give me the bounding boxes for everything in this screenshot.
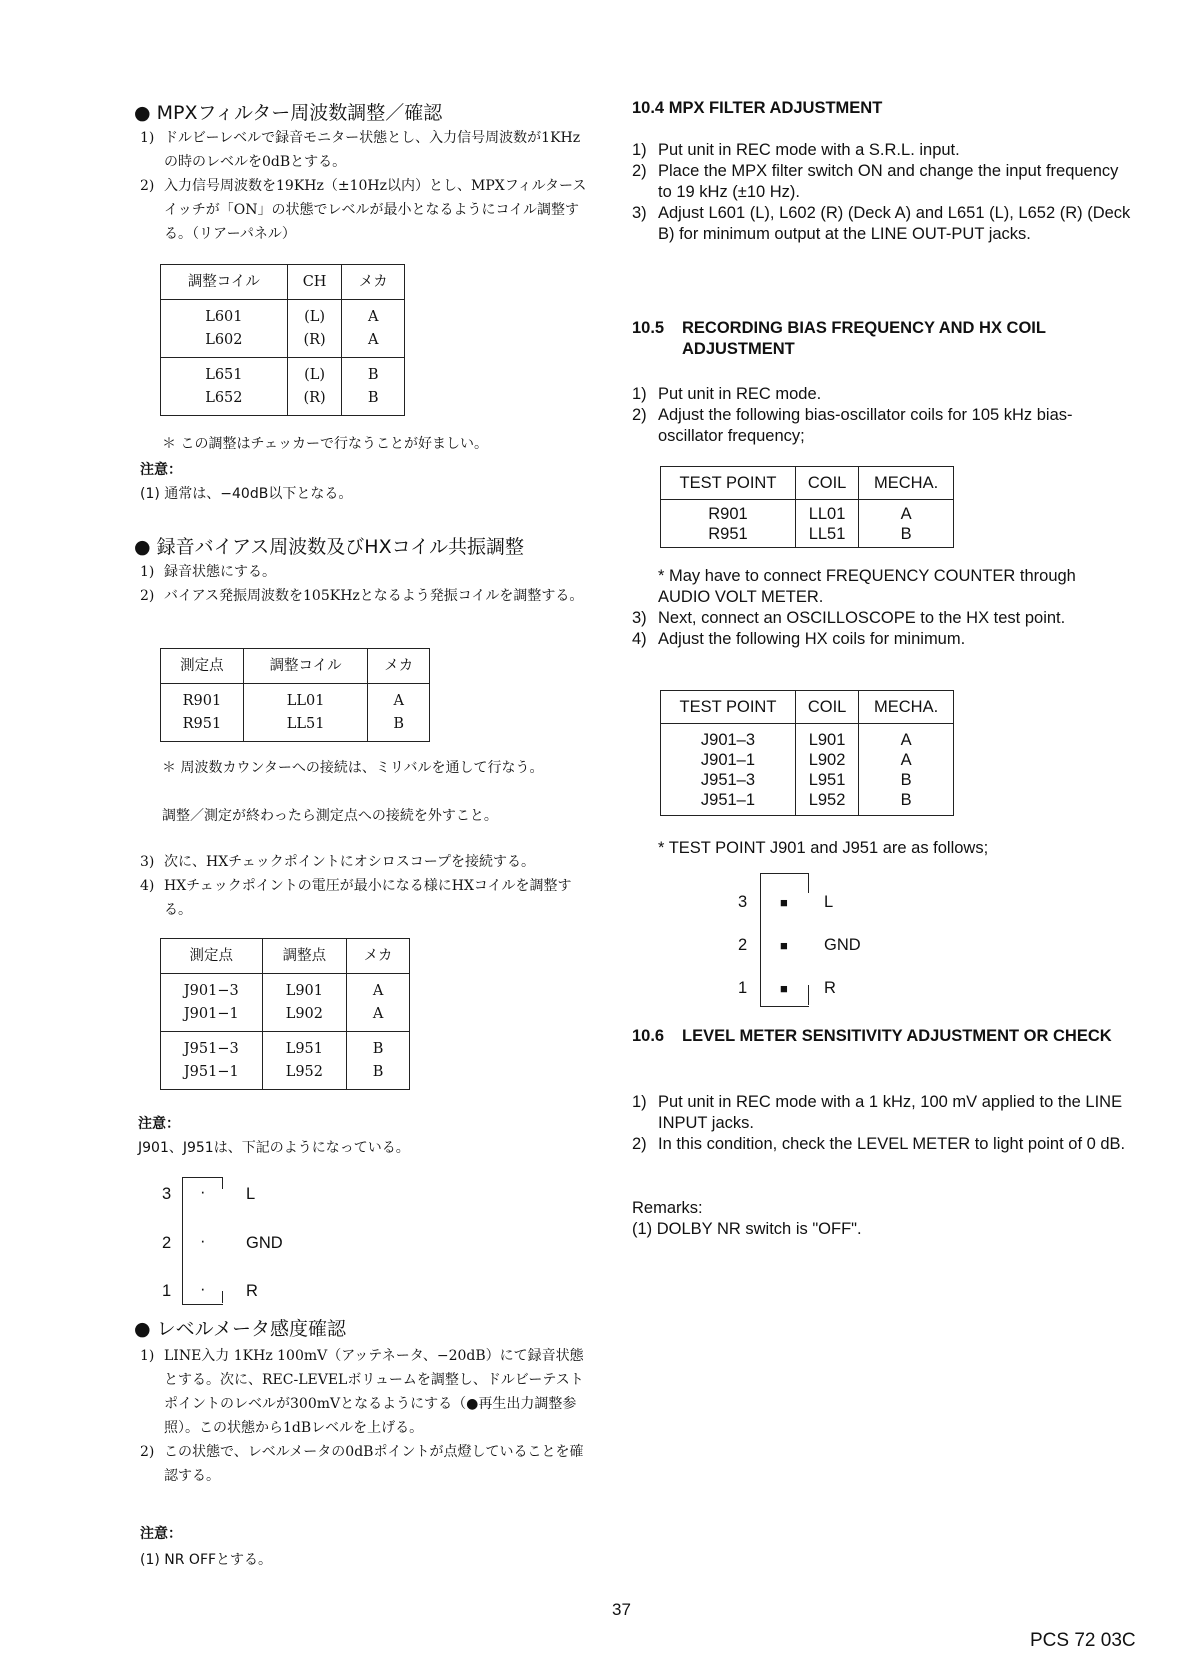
pin-marker: ·	[200, 1232, 206, 1250]
table-header: メカ	[347, 939, 410, 974]
pin-label: GND	[246, 1234, 283, 1252]
star-note-bias-jp: ＊ 周波数カウンターへの接続は、ミリバルを通して行なう。	[162, 760, 544, 776]
star-note2-bias-jp: 調整／測定が終わったら測定点への接続を外すこと。	[162, 808, 498, 824]
caution-label-jp: 注意：	[140, 462, 182, 478]
section-list-hx-jp	[140, 850, 595, 922]
caution-item-jp: (1) 通常は、−40dB以下となる。	[140, 486, 353, 502]
pin-number: 2	[738, 936, 748, 954]
section-list-mpx-jp	[140, 126, 590, 246]
section-list-10-6	[632, 1092, 1132, 1155]
hx-coil-table-en	[660, 690, 954, 816]
document-code: PCS 72 03C	[1030, 1630, 1136, 1651]
table-header: 調整コイル	[161, 265, 288, 300]
table-header: COIL	[795, 467, 858, 500]
table-header: COIL	[795, 691, 858, 724]
list-item: 2) In this condition, check the LEVEL METER to light point of 0 dB.	[632, 1135, 1126, 1153]
table-row: R901 R951 LL01 LL51 A B	[161, 684, 430, 742]
table-header: 測定点	[161, 939, 263, 974]
pin-marker: ■	[780, 981, 788, 996]
table-header: MECHA.	[859, 691, 954, 724]
table-row: J901−3 J901−1 L901 L902 A A	[161, 974, 410, 1032]
pin-number: 2	[162, 1234, 172, 1252]
pin-label: R	[824, 979, 836, 997]
bias-coil-table-en	[660, 466, 954, 548]
bias-coil-table-jp	[160, 648, 430, 742]
table-header: メカ	[368, 649, 430, 684]
table-row: J951−3 J951−1 L951 L952 B B	[161, 1032, 410, 1090]
pin-number: 1	[738, 979, 748, 997]
list-item: 4) HXチェックポイントの電圧が最小になる様にHXコイルを調整する。	[140, 878, 572, 918]
pin-label: GND	[824, 936, 861, 954]
list-item: 2) この状態で、レベルメータの0dBポイントが点燈していることを確認する。	[140, 1444, 584, 1484]
table-header: 調整コイル	[243, 649, 368, 684]
pin-marker: ·	[200, 1280, 206, 1298]
section-list-10-4	[632, 140, 1132, 245]
list-item: 3) Next, connect an OSCILLOSCOPE to the HX test point.	[632, 609, 1066, 627]
list-item: 1) Put unit in REC mode with a S.R.L. input.	[632, 141, 960, 159]
table-header: 調整点	[262, 939, 347, 974]
section-list-10-5-hx	[632, 608, 1132, 650]
table-header: 測定点	[161, 649, 244, 684]
list-item: 1) 録音状態にする。	[140, 564, 276, 580]
page-number: 37	[612, 1600, 631, 1619]
remarks-label: Remarks:	[632, 1199, 703, 1217]
list-item: 1) Put unit in REC mode.	[632, 385, 822, 403]
pin-label: L	[824, 893, 834, 911]
list-item: 2) バイアス発振周波数を105KHzとなるよう発振コイルを調整する。	[140, 588, 584, 604]
section-title-10-6: 10.6 LEVEL METER SENSITIVITY ADJUSTMENT OR CHECK	[632, 1027, 1112, 1045]
pin-number: 3	[162, 1185, 172, 1203]
table-header: CH	[287, 265, 342, 300]
section-list-meter-jp	[140, 1344, 595, 1488]
mpx-coil-table-jp	[160, 264, 405, 416]
list-item: 3) Adjust L601 (L), L602 (R) (Deck A) and L651 (L), L652 (R) (Deck B) for minimum output at the LINE OUT-PUT jacks.	[632, 204, 1131, 243]
list-item: 3) 次に、HXチェックポイントにオシロスコープを接続する。	[140, 854, 536, 870]
pin-marker: ·	[200, 1183, 206, 1201]
list-item: 4) Adjust the following HX coils for minimum.	[632, 630, 966, 648]
section-title-meter-jp: ● レベルメータ感度確認	[134, 1318, 347, 1340]
remarks-item: (1) DOLBY NR switch is "OFF".	[632, 1220, 862, 1238]
list-item: 1) ドルビーレベルで録音モニター状態とし、入力信号周波数が1KHzの時のレベルを0dBとする。	[140, 130, 581, 170]
caution-label-jp: 注意：	[138, 1116, 180, 1132]
table-row: R901 R951 LL01 LL51 A B	[661, 500, 954, 548]
table-row: L651 L652 (L) (R) B B	[161, 358, 405, 416]
list-item: 2) 入力信号周波数を19KHz（±10Hz以内）とし、MPXフィルタースイッチが「ON」の状態でレベルが最小となるようにコイル調整する。（リアーパネル）	[140, 178, 587, 242]
pin-label: R	[246, 1282, 258, 1300]
table-header: TEST POINT	[661, 691, 796, 724]
caution-text-jp: J901、J951は、下記のようになっている。	[138, 1140, 410, 1156]
star-note-jp: ＊ この調整はチェッカーで行なうことが好ましい。	[162, 436, 489, 452]
pin-number: 3	[738, 893, 748, 911]
table-header: MECHA.	[859, 467, 954, 500]
list-item: 2) Place the MPX filter switch ON and change the input frequency to 19 kHz (±10 Hz).	[632, 162, 1119, 201]
table-row: J901–3 J901–1 J951–3 J951–1 L901 L902 L951 L952 A A B B	[661, 724, 954, 816]
section-list-10-5	[632, 384, 1132, 447]
list-item: 1) LINE入力 1KHz 100mV（アッテネータ、−20dB）にて録音状態とする。次に、REC-LEVELボリュームを調整し、ドルビーテストポイントのレベルが300mVとなるようにする（●再生出力調整参照）。この状態から1dBレベルを上げる。	[140, 1348, 584, 1436]
caution-item-jp: (1) NR OFFとする。	[140, 1552, 273, 1568]
pin-marker: ■	[780, 938, 788, 953]
table-header: TEST POINT	[661, 467, 796, 500]
table-header: メカ	[342, 265, 405, 300]
hx-coil-table-jp	[160, 938, 410, 1090]
pin-number: 1	[162, 1282, 172, 1300]
list-item: 2) Adjust the following bias-oscillator coils for 105 kHz bias-oscillator frequency;	[632, 406, 1073, 445]
pin-label: L	[246, 1185, 256, 1203]
section-title-10-4: 10.4 MPX FILTER ADJUSTMENT	[632, 99, 883, 117]
list-item: 1) Put unit in REC mode with a 1 kHz, 100 mV applied to the LINE INPUT jacks.	[632, 1093, 1123, 1132]
section-title-mpx-jp: ● MPXフィルター周波数調整／確認	[134, 102, 443, 124]
table-row: L601 L602 (L) (R) A A	[161, 300, 405, 358]
section-list-bias-jp	[140, 560, 590, 608]
star-note-10-5: * May have to connect FREQUENCY COUNTER through AUDIO VOLT METER.	[658, 567, 1076, 606]
section-title-bias-jp: ● 録音バイアス周波数及びHXコイル共振調整	[134, 536, 525, 558]
section-title-10-5: 10.5 RECORDING BIAS FREQUENCY AND HX COIL ADJUSTMENT	[632, 319, 1046, 358]
caution-label-jp: 注意：	[140, 1526, 182, 1542]
star-note2-10-5: * TEST POINT J901 and J951 are as follows;	[658, 839, 989, 857]
pin-marker: ■	[780, 895, 788, 910]
